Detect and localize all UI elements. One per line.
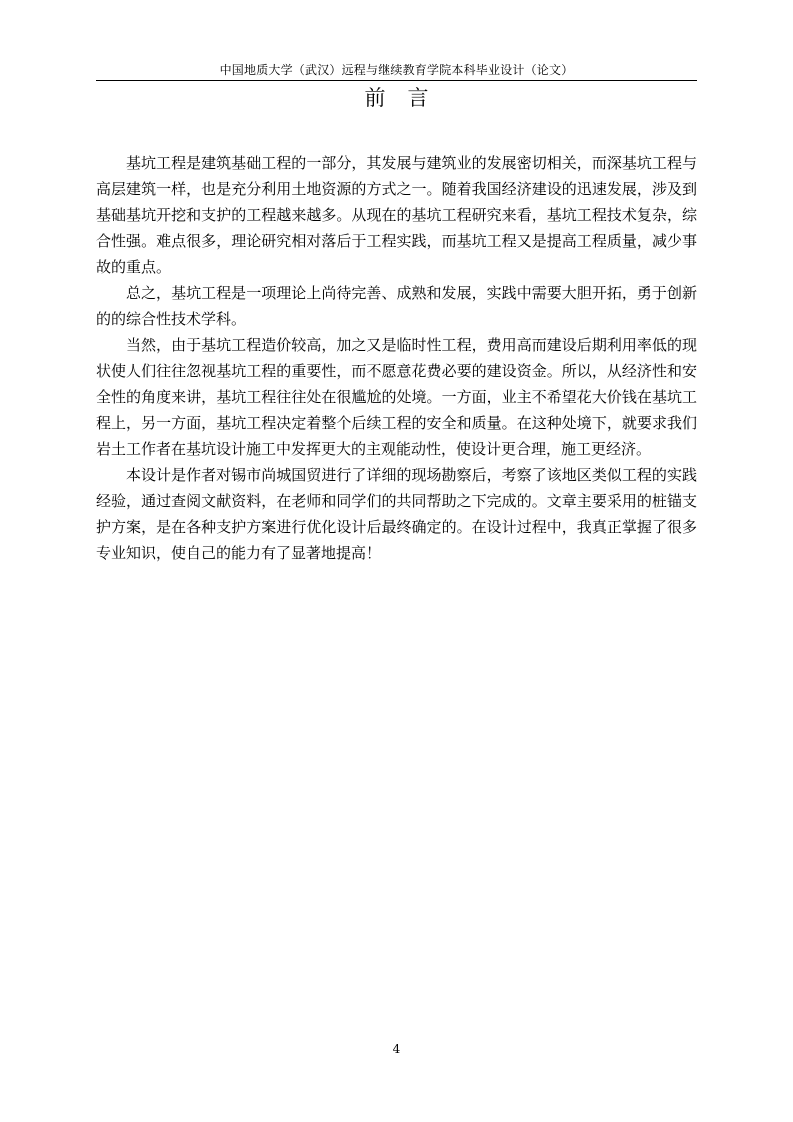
running-header: 中国地质大学（武汉）远程与继续教育学院本科毕业设计（论文）: [219, 63, 574, 77]
paragraph-3: 当然，由于基坑工程造价较高，加之又是临时性工程，费用高而建设后期利用率低的现状使人们往往忽视基坑工程的重要性，而不愿意花费必要的建设资金。所以，从经济性和安全性的角度来讲，基坑工程往往处在很尴尬的处境。一方面，业主不希望花大价钱在基坑工程上，另一方面，基坑工程决定着整个后续工程的安全和质量。在这种处境下，就要求我们岩土工作者在基坑设计施工中发挥更大的主观能动性，使设计更合理，施工更经济。: [96, 336, 697, 458]
body-text: [96, 150, 697, 566]
page-title: 前言: [364, 86, 451, 110]
paragraph-1: 基坑工程是建筑基础工程的一部分，其发展与建筑业的发展密切相关，而深基坑工程与高层建筑一样，也是充分利用土地资源的方式之一。随着我国经济建设的迅速发展，涉及到基础基坑开挖和支护的工程越来越多。从现在的基坑工程研究来看，基坑工程技术复杂，综合性强。难点很多，理论研究相对落后于工程实践，而基坑工程又是提高工程质量，减少事故的重点。: [96, 154, 697, 276]
header-rule: [96, 80, 697, 81]
page-number: 4: [392, 1042, 401, 1056]
paragraph-2: 总之，基坑工程是一项理论上尚待完善、成熟和发展，实践中需要大胆开拓，勇于创新的的综合性技术学科。: [96, 284, 697, 328]
paragraph-4: 本设计是作者对锡市尚城国贸进行了详细的现场勘察后，考察了该地区类似工程的实践经验，通过查阅文献资料，在老师和同学们的共同帮助之下完成的。文章主要采用的桩锚支护方案，是在各种支护方案进行优化设计后最终确定的。在设计过程中，我真正掌握了很多专业知识，使自己的能力有了显著地提高！: [96, 466, 697, 562]
